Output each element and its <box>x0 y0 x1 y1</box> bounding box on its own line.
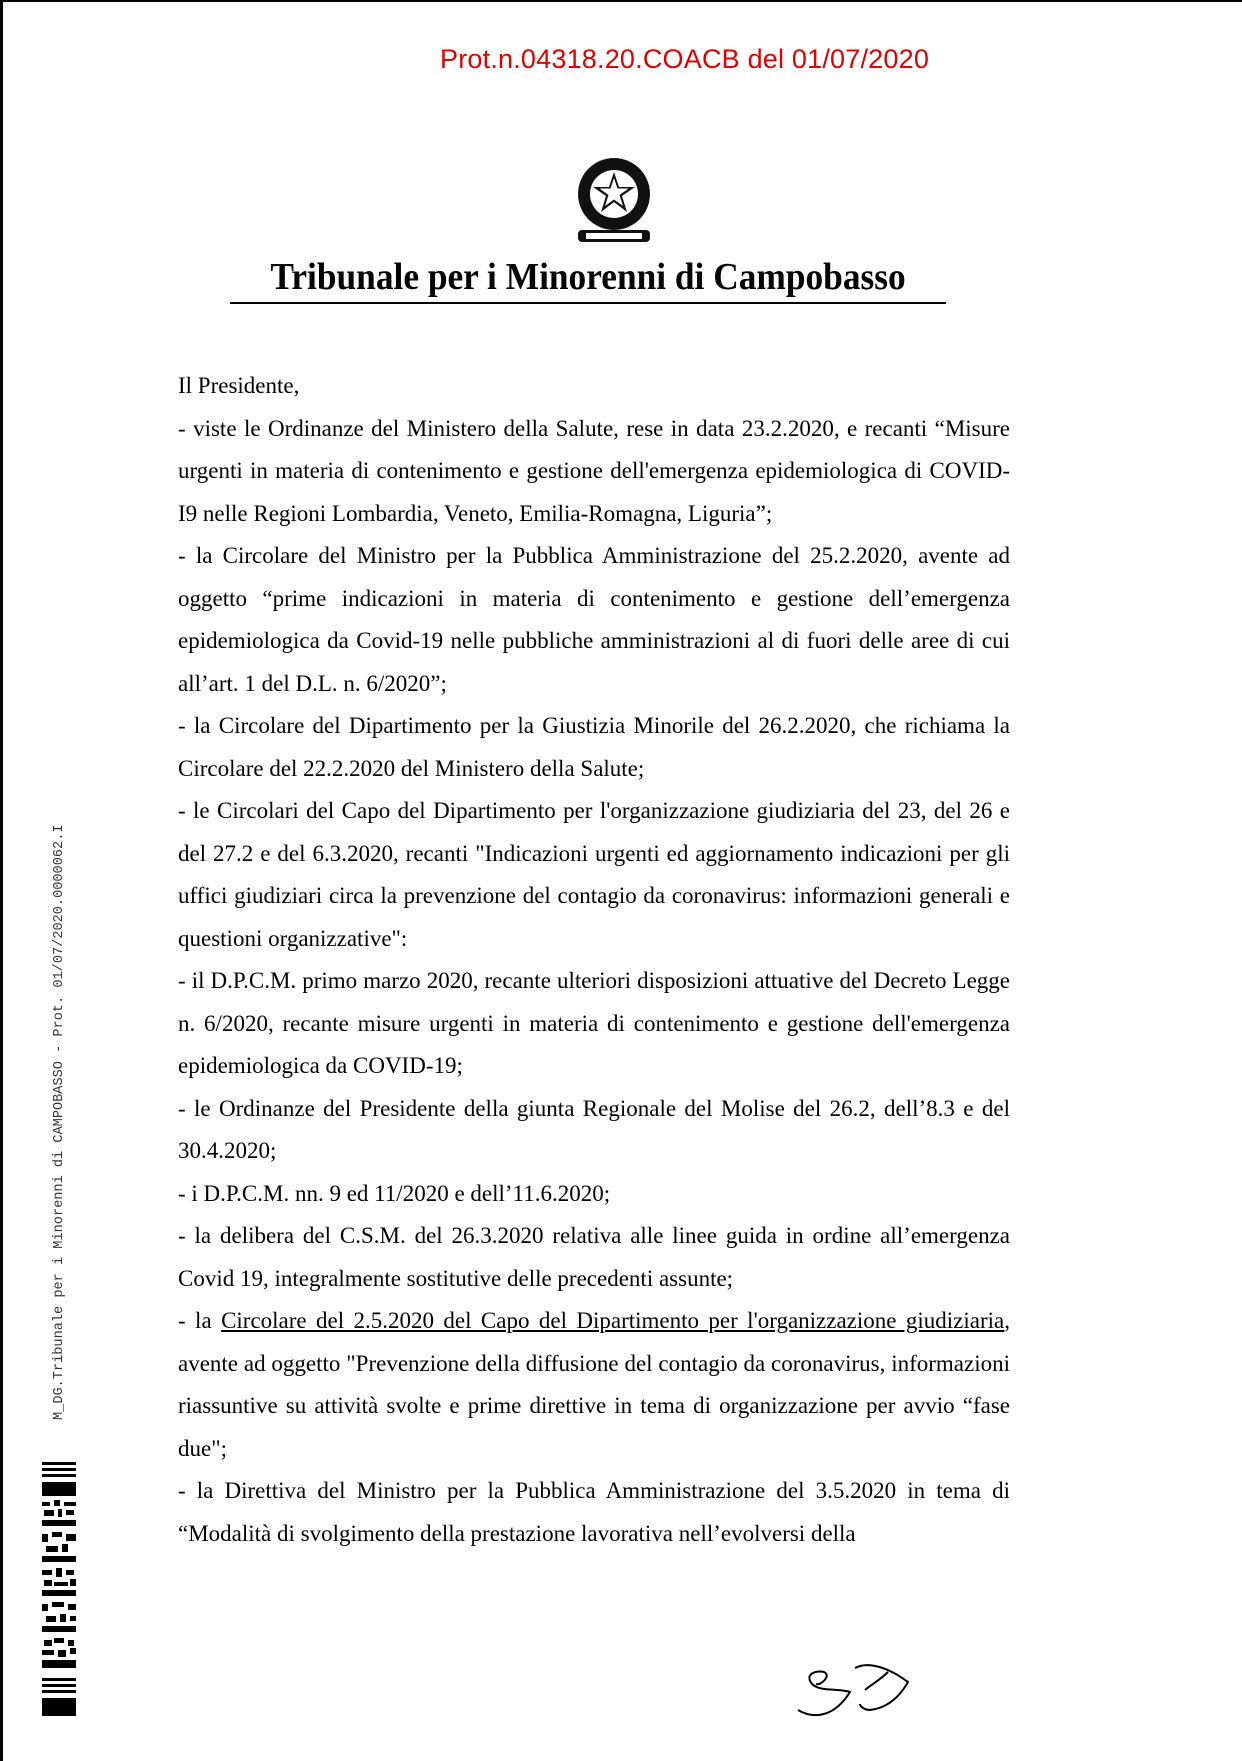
italian-republic-emblem-icon <box>566 150 662 250</box>
protocol-stamp: Prot.n.04318.20.COACB del 01/07/2020 <box>440 44 930 74</box>
paragraph: - la Circolare del Ministro per la Pubblica Amministrazione del 25.2.2020, avente ad oggetto “prime indicazioni in materia di contenimento e gestione dell’emergenza epidemiologica da Covid-19 nelle pubbliche amministrazioni al di fuori delle aree di cui all’art. 1 del D.L. n. 6/2020”; <box>178 543 1010 696</box>
salutation: Il Presidente, <box>178 373 300 398</box>
scan-edge-left <box>0 0 3 1761</box>
paragraph: - la Circolare del Dipartimento per la Giustizia Minorile del 26.2.2020, che richiama la Circolare del 22.2.2020 del Ministero della Salute; <box>178 713 1010 781</box>
paragraph: - i D.P.C.M. nn. 9 ed 11/2020 e dell’11.6.2020; <box>178 1180 611 1206</box>
paragraph-prefix: - la <box>178 1308 222 1333</box>
side-protocol-stamp: M_DG.Tribunale per i Minorenni di CAMPOBASSO - Prot. 01/07/2020.0000062.I <box>52 824 67 1420</box>
datamatrix-barcode-icon <box>42 1462 76 1727</box>
paragraph-circolare <box>178 1300 1010 1470</box>
paragraph: - il D.P.C.M. primo marzo 2020, recante ulteriori disposizioni attuative del Decreto Legge n. 6/2020, recante misure urgenti in materia di contenimento e gestione dell'emergenza epidemiologica da COVID-19; <box>178 968 1010 1078</box>
paragraph: - le Ordinanze del Presidente della giunta Regionale del Molise del 26.2, dell’8.3 e del 30.4.2020; <box>178 1095 1010 1163</box>
paragraph: - viste le Ordinanze del Ministero della Salute, rese in data 23.2.2020, e recanti “Misure urgenti in materia di contenimento e gestione dell'emergenza epidemiologica di COVID-I9 nelle Regioni Lombardia, Veneto, Emilia-Romagna, Liguria”; <box>178 415 1010 526</box>
paragraph: - la Direttiva del Ministro per la Pubblica Amministrazione del 3.5.2020 in tema di “Modalità di svolgimento della prestazione lavorativa nell’evolversi della <box>178 1478 1010 1546</box>
page-title: Tribunale per i Minorenni di Campobasso <box>230 252 946 304</box>
underlined-reference: Circolare del 2.5.2020 del Capo del Dipartimento per l'organizzazione giudiziaria <box>221 1308 1005 1333</box>
scan-edge-top <box>0 0 1242 2</box>
handwritten-initials-icon <box>780 1650 930 1720</box>
paragraph-suffix: , avente ad oggetto "Prevenzione della diffusione del contagio da coronavirus, informazioni riassuntive su attività svolte e prime direttive in tema di organizzazione per avvio “fase due"; <box>178 1308 1010 1461</box>
document-body <box>178 365 1010 1555</box>
paragraph: - la delibera del C.S.M. del 26.3.2020 relativa alle linee guida in ordine all’emergenza Covid 19, integralmente sostitutive delle precedenti assunte; <box>178 1223 1010 1291</box>
paragraph: - le Circolari del Capo del Dipartimento per l'organizzazione giudiziaria del 23, del 26 e del 27.2 e del 6.3.2020, recanti "Indicazioni urgenti ed aggiornamento indicazioni per gli uffici giudiziari circa la prevenzione del contagio da coronavirus: informazioni generali e questioni organizzative": <box>178 798 1010 951</box>
